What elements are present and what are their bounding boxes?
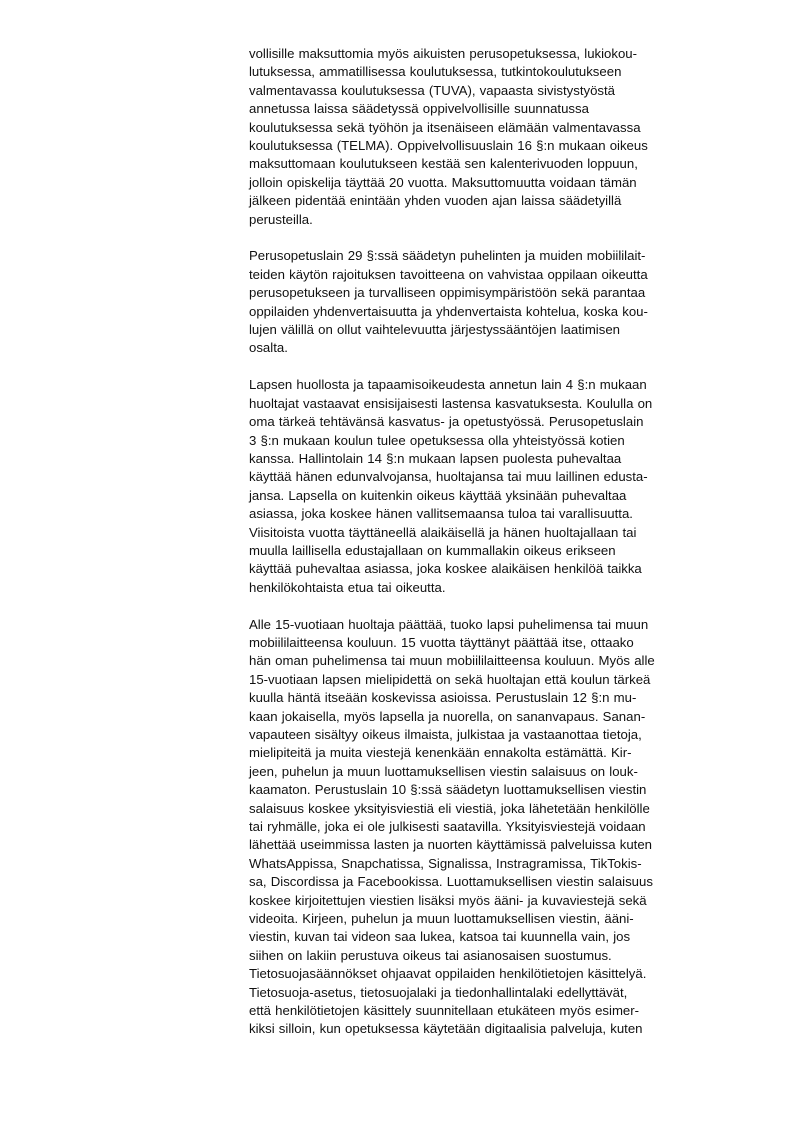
text-line: henkilökohtaista etua tai oikeutta. <box>249 579 446 595</box>
text-line: jälkeen pidentää enintään yhden vuoden ajan laissa säädetyillä <box>249 193 622 209</box>
text-line: jeen, puhelun ja muun luottamuksellisen viestin salaisuus on louk- <box>249 763 638 779</box>
text-line: perusteilla. <box>249 211 313 227</box>
paragraph-4 <box>249 616 745 1039</box>
text-line: videoita. Kirjeen, puhelun ja muun luottamuksellisen viestin, ääni- <box>249 911 634 927</box>
text-line: lutuksessa, ammatillisessa koulutuksessa, tutkintokoulutukseen <box>249 64 622 80</box>
text-line: Perusopetuslain 29 §:ssä säädetyn puhelinten ja muiden mobiililait- <box>249 248 646 264</box>
text-line: 15-vuotiaan lapsen mielipidettä on sekä huoltajan että koulun tärkeä <box>249 671 651 687</box>
text-line: valmentavassa koulutuksessa (TUVA), vapaasta sivistystyöstä <box>249 82 616 98</box>
text-line: käyttää puhevaltaa asiassa, joka koskee alaikäisen henkilöä taikka <box>249 561 642 577</box>
text-line: koulutuksessa (TELMA). Oppivelvollisuuslain 16 §:n mukaan oikeus <box>249 138 648 154</box>
text-line: hän oman puhelimensa tai muun mobiililaitteensa kouluun. Myös alle <box>249 653 655 669</box>
text-line: Tietosuojasäännökset ohjaavat oppilaiden henkilötietojen käsittelyä. <box>249 966 647 982</box>
text-line: 3 §:n mukaan koulun tulee opetuksessa olla yhteistyössä kotien <box>249 432 625 448</box>
text-line: WhatsAppissa, Snapchatissa, Signalissa, Instragramissa, TikTokis- <box>249 855 642 871</box>
text-line: sa, Discordissa ja Facebookissa. Luottamuksellisen viestin salaisuus <box>249 874 653 890</box>
text-line: huoltajat vastaavat ensisijaisesti lastensa kasvatuksesta. Koululla on <box>249 395 653 411</box>
text-line: perusopetukseen ja turvalliseen oppimisympäristöön sekä parantaa <box>249 285 646 301</box>
text-line: mielipiteitä ja muita viestejä kenenkään ennakolta estämättä. Kir- <box>249 745 632 761</box>
text-line: maksuttomaan koulutukseen kestää sen kalenterivuoden loppuun, <box>249 156 638 172</box>
text-line: vapauteen sisältyy oikeus ilmaista, julkistaa ja vastaanottaa tietoja, <box>249 726 642 742</box>
paragraph-3 <box>249 376 745 597</box>
text-line: annetussa laissa säädetyssä oppivelvollisille suunnatussa <box>249 101 589 117</box>
text-line: lujen välillä on ollut vaihtelevuutta järjestyssääntöjen laatimisen <box>249 322 620 338</box>
text-line: viestin, kuvan tai videon saa lukea, katsoa tai kuunnella vain, jos <box>249 929 631 945</box>
text-line: kaamaton. Perustuslain 10 §:ssä säädetyn luottamuksellisen viestin <box>249 782 647 798</box>
text-line: Alle 15-vuotiaan huoltaja päättää, tuoko lapsi puhelimensa tai muun <box>249 616 649 632</box>
text-line: tai ryhmälle, joka ei ole julkisesti saatavilla. Yksityisviestejä voidaan <box>249 819 646 835</box>
text-line: kuulla häntä itseään koskevissa asioissa. Perustuslain 12 §:n mu- <box>249 690 637 706</box>
text-line: koskee kirjoitettujen viestien lisäksi myös ääni- ja kuvaviestejä sekä <box>249 892 647 908</box>
text-line: salaisuus koskee yksityisviestiä eli viestiä, joka lähetetään henkilölle <box>249 800 650 816</box>
text-line: siihen on lakiin perustuva oikeus tai asianosaisen suostumus. <box>249 947 612 963</box>
text-line: oppilaiden yhdenvertaisuutta ja yhdenvertaista kohtelua, koska kou- <box>249 303 648 319</box>
text-line: oma tärkeä tehtävänsä kasvatus- ja opetustyössä. Perusopetuslain <box>249 414 644 430</box>
text-line: jolloin opiskelija täyttää 20 vuotta. Maksuttomuutta voidaan tämän <box>249 174 637 190</box>
text-line: käyttää hänen edunvalvojansa, huoltajansa tai muu laillinen edusta- <box>249 469 648 485</box>
text-line: osalta. <box>249 340 288 356</box>
text-line: kiksi silloin, kun opetuksessa käytetään digitaalisia palveluja, kuten <box>249 1021 643 1037</box>
body-text-column <box>249 45 745 1057</box>
text-line: Lapsen huollosta ja tapaamisoikeudesta annetun lain 4 §:n mukaan <box>249 377 647 393</box>
text-line: Tietosuoja-asetus, tietosuojalaki ja tiedonhallintalaki edellyttävät, <box>249 984 628 1000</box>
text-line: teiden käytön rajoituksen tavoitteena on vahvistaa oppilaan oikeutta <box>249 266 648 282</box>
text-line: lähettää useimmissa lasten ja nuorten käyttämissä palveluissa kuten <box>249 837 652 853</box>
paragraph-2 <box>249 247 745 357</box>
paragraph-1 <box>249 45 745 229</box>
text-line: muulla laillisella edustajallaan on kummallakin oikeus erikseen <box>249 542 616 558</box>
text-line: jansa. Lapsella on kuitenkin oikeus käyttää yksinään puhevaltaa <box>249 487 627 503</box>
text-line: koulutuksessa sekä työhön ja itsenäiseen elämään valmentavassa <box>249 119 641 135</box>
text-line: vollisille maksuttomia myös aikuisten perusopetuksessa, lukiokou- <box>249 46 638 61</box>
text-line: kaan jokaisella, myös lapsella ja nuorella, on sananvapaus. Sanan- <box>249 708 646 724</box>
text-line: että henkilötietojen käsittely suunnitellaan etukäteen myös esimer- <box>249 1003 640 1019</box>
text-line: kanssa. Hallintolain 14 §:n mukaan lapsen puolesta puhevaltaa <box>249 450 622 466</box>
text-line: Viisitoista vuotta täyttäneellä alaikäisellä ja hänen huoltajallaan tai <box>249 524 637 540</box>
text-line: asiassa, joka koskee hänen vallitsemaansa tuloa tai varallisuutta. <box>249 506 633 522</box>
text-line: mobiililaitteensa kouluun. 15 vuotta täyttänyt päättää itse, ottaako <box>249 634 634 650</box>
